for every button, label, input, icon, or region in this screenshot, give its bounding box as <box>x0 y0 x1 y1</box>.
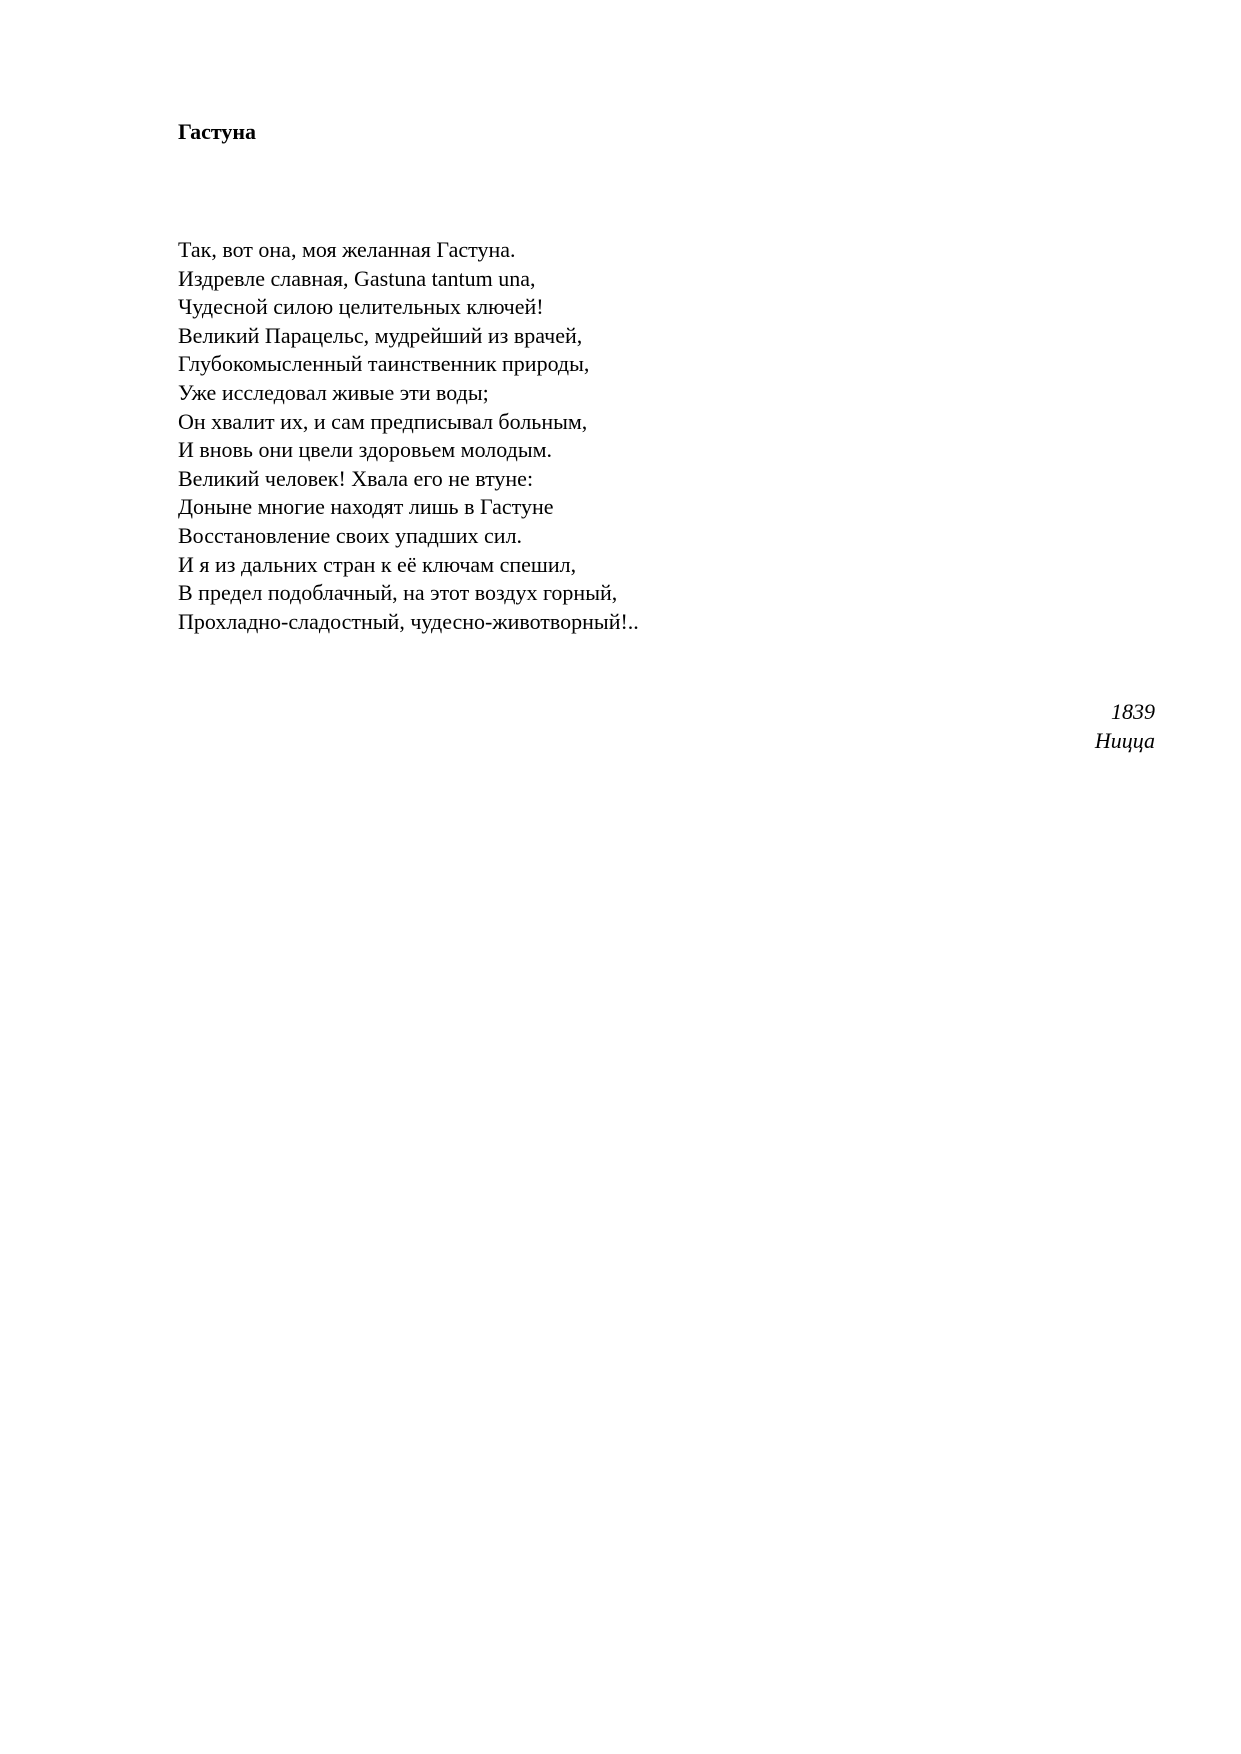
signature-block <box>1095 697 1155 755</box>
poem-title: Гастуна <box>178 119 257 144</box>
poem-line: Доныне многие находят лишь в Гастуне <box>178 494 554 520</box>
poem-line: В предел подоблачный, на этот воздух горный, <box>178 580 618 606</box>
poem-line: Прохладно-сладостный, чудесно-животворный!.. <box>178 608 639 634</box>
poem-line: Восстановление своих упадших сил. <box>178 522 523 548</box>
poem-line: И вновь они цвели здоровьем молодым. <box>178 437 553 463</box>
poem-line: Чудесной силою целительных ключей! <box>178 294 544 320</box>
poem-line: Так, вот она, моя желанная Гастуна. <box>178 237 516 262</box>
poem-line: Глубокомысленный таинственник природы, <box>178 351 590 377</box>
poem-line: Он хвалит их, и сам предписывал больным, <box>178 408 588 434</box>
poem-line: Уже исследовал живые эти воды; <box>178 379 489 405</box>
signature-year: 1839 <box>1111 699 1155 724</box>
signature-place: Ницца <box>1094 728 1155 753</box>
poem-line: Великий Парацельс, мудрейший из врачей, <box>178 322 583 348</box>
poem-body <box>178 236 639 636</box>
poem-line: И я из дальних стран к её ключам спешил, <box>178 551 577 577</box>
poem-line: Издревле славная, Gastuna tantum una, <box>178 265 536 291</box>
poem-line: Великий человек! Хвала его не втуне: <box>178 465 534 491</box>
